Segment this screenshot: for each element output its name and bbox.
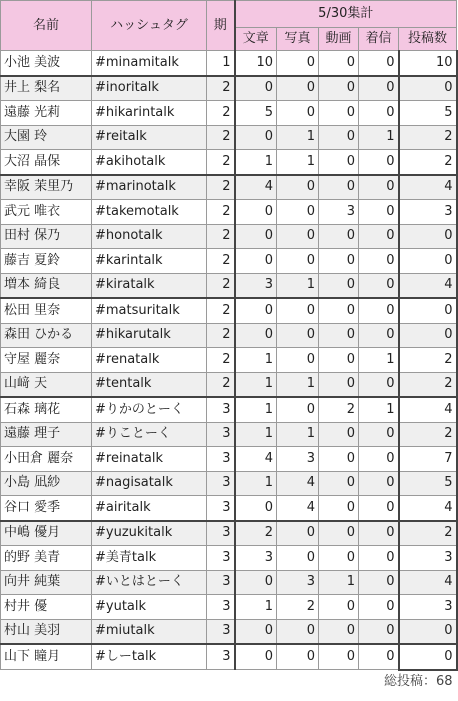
ringtone-count: 0 — [359, 546, 399, 571]
hashtag: #matsuritalk — [92, 298, 207, 323]
posts-count: 5 — [399, 471, 457, 496]
video-count: 0 — [319, 521, 359, 546]
video-count: 0 — [319, 471, 359, 496]
video-count: 0 — [319, 644, 359, 670]
text-count: 0 — [235, 323, 277, 348]
member-name: 武元 唯衣 — [1, 200, 92, 225]
term: 2 — [207, 348, 235, 373]
video-count: 0 — [319, 249, 359, 274]
text-count: 1 — [235, 372, 277, 397]
member-name: 幸阪 茉里乃 — [1, 175, 92, 200]
member-name: 松田 里奈 — [1, 298, 92, 323]
ringtone-count: 0 — [359, 224, 399, 249]
ringtone-count: 0 — [359, 150, 399, 175]
hashtag: #miutalk — [92, 619, 207, 644]
video-count: 0 — [319, 76, 359, 101]
table-row — [1, 51, 457, 76]
term: 3 — [207, 422, 235, 447]
member-name: 山﨑 天 — [1, 372, 92, 397]
hashtag: #marinotalk — [92, 175, 207, 200]
photo-count: 0 — [277, 101, 319, 126]
member-name: 石森 璃花 — [1, 397, 92, 422]
posts-count: 4 — [399, 273, 457, 298]
member-name: 大園 玲 — [1, 125, 92, 150]
member-name: 向井 純葉 — [1, 570, 92, 595]
video-count: 0 — [319, 619, 359, 644]
video-count: 0 — [319, 348, 359, 373]
member-name: 遠藤 理子 — [1, 422, 92, 447]
photo-count: 3 — [277, 570, 319, 595]
table-row — [1, 397, 457, 422]
member-name: 村山 美羽 — [1, 619, 92, 644]
hashtag: #airitalk — [92, 496, 207, 521]
photo-count: 0 — [277, 644, 319, 670]
posts-count: 0 — [399, 619, 457, 644]
term: 3 — [207, 521, 235, 546]
hashtag: #美青talk — [92, 546, 207, 571]
text-count: 3 — [235, 546, 277, 571]
photo-count: 0 — [277, 397, 319, 422]
hashtag: #karintalk — [92, 249, 207, 274]
table-row — [1, 570, 457, 595]
photo-count: 0 — [277, 546, 319, 571]
member-name: 守屋 麗奈 — [1, 348, 92, 373]
term: 3 — [207, 447, 235, 472]
posts-count: 4 — [399, 570, 457, 595]
posts-count: 2 — [399, 521, 457, 546]
text-count: 0 — [235, 298, 277, 323]
member-name: 森田 ひかる — [1, 323, 92, 348]
posts-count: 0 — [399, 249, 457, 274]
hashtag: #nagisatalk — [92, 471, 207, 496]
text-count: 1 — [235, 422, 277, 447]
table-row — [1, 249, 457, 274]
posts-count: 0 — [399, 644, 457, 670]
ringtone-count: 0 — [359, 471, 399, 496]
member-name: 小田倉 麗奈 — [1, 447, 92, 472]
posts-count: 3 — [399, 200, 457, 225]
video-count: 0 — [319, 496, 359, 521]
term: 3 — [207, 471, 235, 496]
ringtone-count: 0 — [359, 175, 399, 200]
table-row — [1, 644, 457, 670]
term: 2 — [207, 273, 235, 298]
video-count: 3 — [319, 200, 359, 225]
term: 2 — [207, 175, 235, 200]
term: 3 — [207, 570, 235, 595]
hashtag: #akihotalk — [92, 150, 207, 175]
text-count: 0 — [235, 200, 277, 225]
text-count: 1 — [235, 595, 277, 620]
photo-count: 0 — [277, 298, 319, 323]
hashtag: #hikarintalk — [92, 101, 207, 126]
member-name: 田村 保乃 — [1, 224, 92, 249]
video-count: 0 — [319, 175, 359, 200]
photo-count: 0 — [277, 200, 319, 225]
member-name: 谷口 愛季 — [1, 496, 92, 521]
total-posts: 総投稿：68 — [1, 670, 457, 693]
ringtone-count: 1 — [359, 348, 399, 373]
video-count: 0 — [319, 101, 359, 126]
photo-count: 1 — [277, 422, 319, 447]
member-name: 村井 優 — [1, 595, 92, 620]
photo-count: 2 — [277, 595, 319, 620]
term: 2 — [207, 101, 235, 126]
video-count: 0 — [319, 595, 359, 620]
photo-count: 1 — [277, 273, 319, 298]
photo-count: 0 — [277, 323, 319, 348]
header-hashtag: ハッシュタグ — [92, 1, 207, 51]
text-count: 3 — [235, 273, 277, 298]
table-row — [1, 546, 457, 571]
posts-count: 0 — [399, 323, 457, 348]
video-count: 0 — [319, 447, 359, 472]
text-count: 0 — [235, 644, 277, 670]
hashtag: #honotalk — [92, 224, 207, 249]
video-count: 0 — [319, 372, 359, 397]
photo-count: 0 — [277, 348, 319, 373]
header-posts: 投稿数 — [399, 28, 457, 51]
member-name: 中嶋 優月 — [1, 521, 92, 546]
text-count: 1 — [235, 150, 277, 175]
table-row — [1, 447, 457, 472]
hashtag: #hikarutalk — [92, 323, 207, 348]
posts-count: 7 — [399, 447, 457, 472]
ringtone-count: 0 — [359, 273, 399, 298]
table-row — [1, 200, 457, 225]
member-name: 小島 凪紗 — [1, 471, 92, 496]
ringtone-count: 0 — [359, 101, 399, 126]
video-count: 0 — [319, 224, 359, 249]
term: 2 — [207, 200, 235, 225]
header-term: 期 — [207, 1, 235, 51]
posts-count: 4 — [399, 175, 457, 200]
table-row — [1, 619, 457, 644]
table-row — [1, 595, 457, 620]
ringtone-count: 0 — [359, 570, 399, 595]
video-count: 1 — [319, 570, 359, 595]
term: 2 — [207, 150, 235, 175]
video-count: 0 — [319, 125, 359, 150]
term: 2 — [207, 224, 235, 249]
posts-count: 2 — [399, 422, 457, 447]
video-count: 0 — [319, 323, 359, 348]
hashtag: #kiratalk — [92, 273, 207, 298]
header-photo: 写真 — [277, 28, 319, 51]
ringtone-count: 0 — [359, 372, 399, 397]
table-row — [1, 348, 457, 373]
posts-count: 2 — [399, 125, 457, 150]
table-row — [1, 150, 457, 175]
table-row — [1, 298, 457, 323]
ringtone-count: 0 — [359, 644, 399, 670]
text-count: 4 — [235, 447, 277, 472]
table-row — [1, 471, 457, 496]
term: 2 — [207, 76, 235, 101]
member-name: 小池 美波 — [1, 51, 92, 76]
hashtag: #yutalk — [92, 595, 207, 620]
photo-count: 4 — [277, 496, 319, 521]
term: 2 — [207, 298, 235, 323]
term: 2 — [207, 249, 235, 274]
term: 3 — [207, 397, 235, 422]
text-count: 1 — [235, 348, 277, 373]
video-count: 0 — [319, 546, 359, 571]
term: 2 — [207, 125, 235, 150]
text-count: 5 — [235, 101, 277, 126]
ringtone-count: 0 — [359, 76, 399, 101]
text-count: 0 — [235, 619, 277, 644]
table-row — [1, 496, 457, 521]
photo-count: 4 — [277, 471, 319, 496]
video-count: 0 — [319, 298, 359, 323]
term: 3 — [207, 496, 235, 521]
text-count: 0 — [235, 125, 277, 150]
text-count: 0 — [235, 496, 277, 521]
photo-count: 0 — [277, 249, 319, 274]
video-count: 0 — [319, 422, 359, 447]
posts-count: 2 — [399, 348, 457, 373]
ringtone-count: 0 — [359, 422, 399, 447]
hashtag: #reinatalk — [92, 447, 207, 472]
term: 3 — [207, 644, 235, 670]
member-name: 増本 綺良 — [1, 273, 92, 298]
term: 3 — [207, 546, 235, 571]
table-row — [1, 273, 457, 298]
text-count: 10 — [235, 51, 277, 76]
photo-count: 3 — [277, 447, 319, 472]
text-count: 4 — [235, 175, 277, 200]
table-row — [1, 422, 457, 447]
hashtag: #しーtalk — [92, 644, 207, 670]
term: 2 — [207, 372, 235, 397]
hashtag: #inoritalk — [92, 76, 207, 101]
table-row — [1, 101, 457, 126]
hashtag: #minamitalk — [92, 51, 207, 76]
text-count: 0 — [235, 76, 277, 101]
table-header — [1, 1, 457, 51]
member-name: 井上 梨名 — [1, 76, 92, 101]
text-count: 1 — [235, 397, 277, 422]
ringtone-count: 0 — [359, 323, 399, 348]
hashtag: #りことーく — [92, 422, 207, 447]
header-video: 動画 — [319, 28, 359, 51]
hashtag: #takemotalk — [92, 200, 207, 225]
text-count: 2 — [235, 521, 277, 546]
posts-count: 0 — [399, 224, 457, 249]
member-name: 藤吉 夏鈴 — [1, 249, 92, 274]
text-count: 0 — [235, 570, 277, 595]
text-count: 0 — [235, 224, 277, 249]
member-name: 山下 瞳月 — [1, 644, 92, 670]
header-ringtone: 着信 — [359, 28, 399, 51]
ringtone-count: 1 — [359, 397, 399, 422]
posts-count: 5 — [399, 101, 457, 126]
photo-count: 1 — [277, 125, 319, 150]
hashtag: #renatalk — [92, 348, 207, 373]
posts-count: 4 — [399, 496, 457, 521]
ringtone-count: 0 — [359, 51, 399, 76]
hashtag: #reitalk — [92, 125, 207, 150]
term: 3 — [207, 595, 235, 620]
video-count: 0 — [319, 273, 359, 298]
video-count: 2 — [319, 397, 359, 422]
photo-count: 0 — [277, 619, 319, 644]
ringtone-count: 0 — [359, 249, 399, 274]
text-count: 0 — [235, 249, 277, 274]
posts-count: 2 — [399, 150, 457, 175]
posts-count: 10 — [399, 51, 457, 76]
header-name: 名前 — [1, 1, 92, 51]
term: 2 — [207, 323, 235, 348]
term: 1 — [207, 51, 235, 76]
table-row — [1, 125, 457, 150]
member-name: 的野 美青 — [1, 546, 92, 571]
photo-count: 0 — [277, 521, 319, 546]
hashtag: #tentalk — [92, 372, 207, 397]
ringtone-count: 0 — [359, 595, 399, 620]
posts-count: 0 — [399, 298, 457, 323]
video-count: 0 — [319, 51, 359, 76]
posts-count: 2 — [399, 372, 457, 397]
photo-count: 0 — [277, 175, 319, 200]
header-summary: 5/30集計 — [235, 1, 457, 28]
photo-count: 1 — [277, 150, 319, 175]
table-row — [1, 76, 457, 101]
hashtag: #いとはとーく — [92, 570, 207, 595]
photo-count: 0 — [277, 51, 319, 76]
photo-count: 0 — [277, 224, 319, 249]
photo-count: 0 — [277, 76, 319, 101]
member-name: 大沼 晶保 — [1, 150, 92, 175]
hashtag: #りかのとーく — [92, 397, 207, 422]
ringtone-count: 0 — [359, 298, 399, 323]
text-count: 1 — [235, 471, 277, 496]
table-row — [1, 175, 457, 200]
posts-count: 0 — [399, 76, 457, 101]
header-text: 文章 — [235, 28, 277, 51]
video-count: 0 — [319, 150, 359, 175]
ringtone-count: 0 — [359, 521, 399, 546]
term: 3 — [207, 619, 235, 644]
hashtag: #yuzukitalk — [92, 521, 207, 546]
ringtone-count: 0 — [359, 447, 399, 472]
ringtone-count: 0 — [359, 496, 399, 521]
table-row — [1, 372, 457, 397]
table-row — [1, 224, 457, 249]
member-name: 遠藤 光莉 — [1, 101, 92, 126]
posts-count: 4 — [399, 397, 457, 422]
posts-count: 3 — [399, 546, 457, 571]
photo-count: 1 — [277, 372, 319, 397]
ringtone-count: 0 — [359, 619, 399, 644]
ringtone-count: 0 — [359, 200, 399, 225]
ringtone-count: 1 — [359, 125, 399, 150]
table-row — [1, 323, 457, 348]
table-row — [1, 521, 457, 546]
posts-count: 3 — [399, 595, 457, 620]
table-body — [1, 51, 457, 670]
